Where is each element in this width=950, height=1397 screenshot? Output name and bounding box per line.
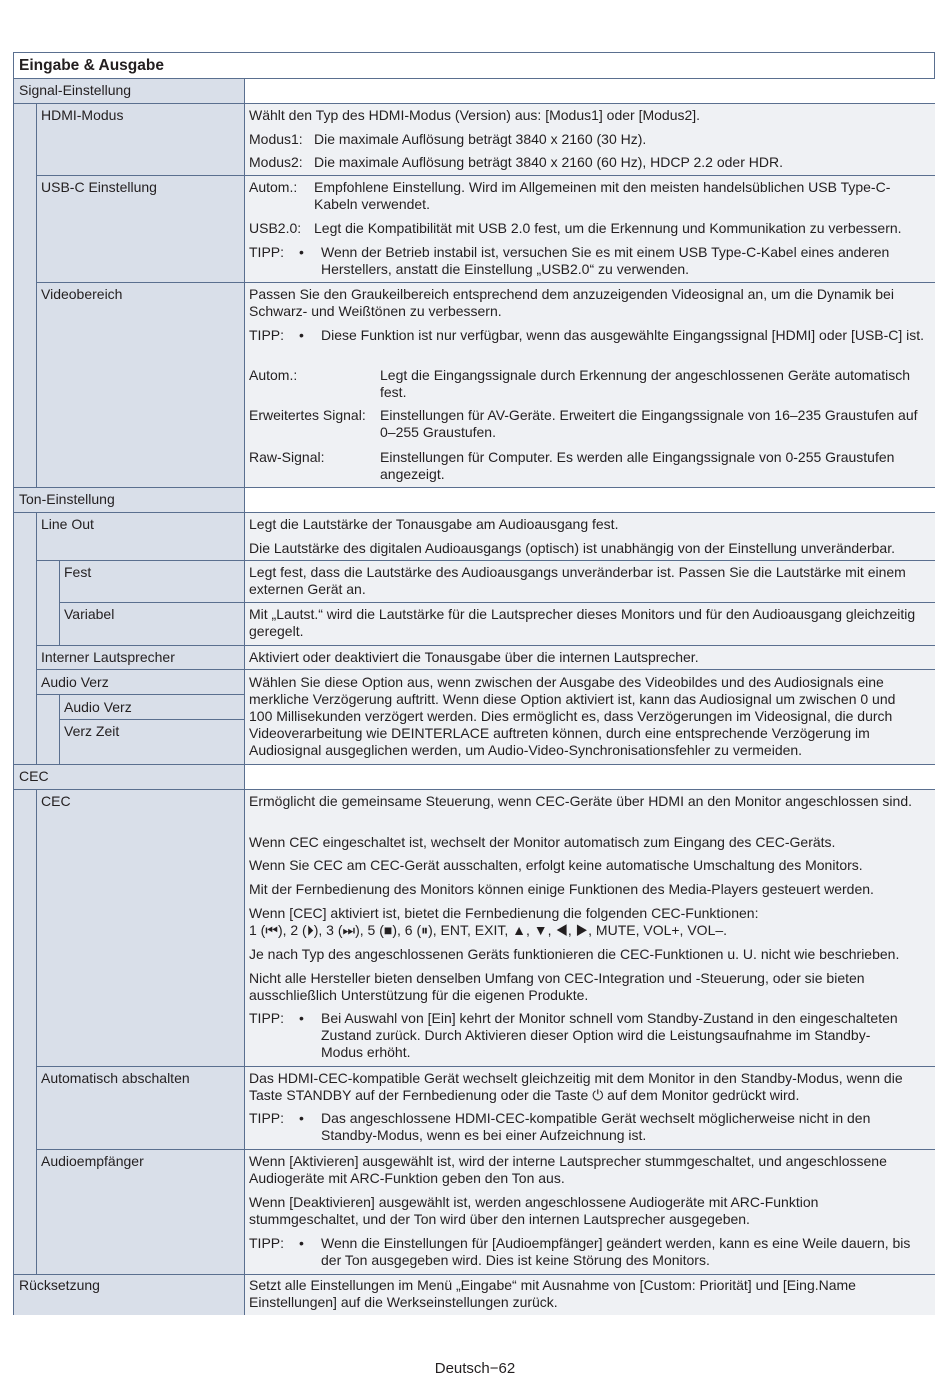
bullet: •: [299, 327, 304, 343]
section-ton-label: Ton-Einstellung: [19, 491, 115, 507]
cec-desc: Ermöglicht die gemeinsame Steuerung, wenn CEC-Geräte über HDMI an den Monitor angeschlossen sind.: [249, 793, 913, 809]
item-audioverz-sub-label: Audio Verz: [64, 699, 132, 715]
cec-functions-list: 1 (⏮), 2 (⏵), 3 (⏭), 5 (■), 6 (⏸), ENT, EXIT, ▲, ▼, ◀, ▶, MUTE, VOL+, VOL–.: [249, 922, 728, 938]
item-lineout-label: Line Out: [41, 516, 94, 532]
lineout-note: Die Lautstärke des digitalen Audioausgangs (optisch) ist unabhängig von der Einstellung unveränderbar.: [249, 540, 895, 556]
audioemp-desc-2: Wenn [Deaktivieren] ausgewählt ist, werden angeschlossene Audiogeräte mit ARC-Funktion stummgeschaltet, und der Ton wird über den internen Lautsprecher ausgegeben.: [249, 1194, 819, 1227]
item-hdmi-label: HDMI-Modus: [41, 107, 124, 123]
cec-note-2: Wenn CEC eingeschaltet ist, wechselt der Monitor automatisch zum Eingang des CEC-Geräts.: [249, 834, 836, 850]
audioverz-desc: Wählen Sie diese Option aus, wenn zwischen der Ausgabe des Videobildes und des Audiosignals eine merkliche Verzögerung auftritt. Wenn diese Option aktiviert ist, kann das Audiosignal um zwischen 0 und 100 Millisekunden verzögert werden. Dies ermöglicht es, dass Verzögerungen im Videosignal, die durch Videoverarbeitung wie DEINTERLACE auftreten können, durch eine entsprechende Verzögerung im Audiosignal ausgeglichen werden, um Audio-Video-Synchronisationsfehler zu vermeiden.: [249, 674, 896, 758]
video-ext-key: Erweitertes Signal:: [249, 407, 366, 423]
audioemp-tipp-key: TIPP:: [249, 1235, 285, 1251]
video-raw-value: Einstellungen für Computer. Es werden alle Eingangssignale von 0-255 Graustufen angezeigt.: [380, 449, 895, 482]
variabel-desc: Mit „Lautst.“ wird die Lautstärke für die Lautsprecher dieses Monitors und für den Audioausgang gleichzeitig geregelt.: [249, 606, 916, 639]
item-cec-label: CEC: [41, 793, 71, 809]
video-tipp-text: Diese Funktion ist nur verfügbar, wenn das ausgewählte Eingangssignal [HDMI] oder [USB-C] ist.: [321, 327, 925, 343]
bullet: •: [299, 1235, 304, 1251]
usbc-usb2-key: USB2.0:: [249, 220, 302, 236]
video-tipp-key: TIPP:: [249, 327, 285, 343]
video-auto-value: Legt die Eingangssignale durch Erkennung der angeschlossenen Geräte automatisch fest.: [380, 367, 911, 400]
usbc-auto-key: Autom.:: [249, 179, 298, 195]
section-row-bg: [244, 488, 935, 512]
hdmi-mode2-key: Modus2:: [249, 154, 303, 170]
usbc-tipp-text: Wenn der Betrieb instabil ist, versuchen Sie es mit einem USB Type-C-Kabel eines anderen Herstellers, anstatt die Einstellung „USB2.0“ zu verwenden.: [321, 244, 890, 277]
section-reset-label: Rücksetzung: [19, 1277, 100, 1293]
item-video-label: Videobereich: [41, 286, 123, 302]
page-number: Deutsch−62: [434, 1360, 516, 1377]
item-autooff-label: Automatisch abschalten: [41, 1070, 190, 1086]
cec-functions-intro: Wenn [CEC] aktiviert ist, bietet die Fernbedienung die folgenden CEC-Funktionen:: [249, 905, 759, 921]
bullet: •: [299, 244, 304, 260]
item-internal-label: Interner Lautsprecher: [41, 649, 175, 665]
item-usbc-label: USB-C Einstellung: [41, 179, 157, 195]
hdmi-desc: Wählt den Typ des HDMI-Modus (Version) aus: [Modus1] oder [Modus2].: [249, 107, 701, 123]
bullet: •: [299, 1110, 304, 1126]
cec-tipp-key: TIPP:: [249, 1010, 285, 1026]
item-audioverz-label: Audio Verz: [41, 674, 109, 690]
label-column-bg: [14, 79, 244, 1315]
item-audioemp-label: Audioempfänger: [41, 1153, 144, 1169]
video-desc: Passen Sie den Graukeilbereich entsprechend dem anzuzeigenden Videosignal an, um die Dynamik bei Schwarz- und Weißtönen zu verbessern.: [249, 286, 894, 319]
autooff-tipp-text: Das angeschlossene HDMI-CEC-kompatible Gerät wechselt möglicherweise nicht in den Standby-Modus, wenn es bei einer Aufzeichnung ist.: [321, 1110, 871, 1143]
cec-tipp-text: Bei Auswahl von [Ein] kehrt der Monitor schnell vom Standby-Zustand in den eingeschalteten Zustand zurück. Durch Aktivieren dieser Option wird die Leistungsaufnahme im Standby-Modus erhöht.: [321, 1010, 898, 1060]
audioemp-tipp-text: Wenn die Einstellungen für [Audioempfänger] geändert werden, kann es eine Weile dauern, bis der Ton ausgegeben wird. Dies ist keine Störung des Monitors.: [321, 1235, 911, 1268]
video-ext-value: Einstellungen für AV-Geräte. Erweitert die Eingangssignale von 16–235 Graustufen auf 0–255 Graustufen.: [380, 407, 918, 440]
usbc-tipp-key: TIPP:: [249, 244, 285, 260]
cec-note-6: Je nach Typ des angeschlossenen Geräts funktionieren die CEC-Funktionen u. U. nicht wie beschrieben.: [249, 946, 900, 962]
audioemp-desc-1: Wenn [Aktivieren] ausgewählt ist, wird der interne Lautsprecher stummgeschaltet, und angeschlossene Audiogeräte mit ARC-Funktion geben den Ton aus.: [249, 1153, 887, 1186]
page-title: Eingabe & Ausgabe: [19, 57, 164, 74]
hdmi-mode2-value: Die maximale Auflösung beträgt 3840 x 2160 (60 Hz), HDCP 2.2 oder HDR.: [314, 154, 783, 170]
video-auto-key: Autom.:: [249, 367, 298, 383]
fest-desc: Legt fest, dass die Lautstärke des Audioausgangs unveränderbar ist. Passen Sie die Lautstärke mit einem externen Gerät an.: [249, 564, 906, 597]
item-verzzeit-label: Verz Zeit: [64, 723, 120, 739]
section-cec-label: CEC: [19, 768, 49, 784]
lineout-desc: Legt die Lautstärke der Tonausgabe am Audioausgang fest.: [249, 516, 619, 532]
hdmi-mode1-key: Modus1:: [249, 131, 303, 147]
reset-desc: Setzt alle Einstellungen im Menü „Eingabe“ mit Ausnahme von [Custom: Priorität] und [Eing.Name Einstellungen] auf die Werkseinstellungen zurück.: [249, 1277, 856, 1310]
section-signal-label: Signal-Einstellung: [19, 82, 132, 98]
hdmi-mode1-value: Die maximale Auflösung beträgt 3840 x 2160 (30 Hz).: [314, 131, 647, 147]
internal-desc: Aktiviert oder deaktiviert die Tonausgabe über die internen Lautsprecher.: [249, 649, 699, 665]
item-fest-label: Fest: [64, 564, 92, 580]
section-row-bg: [244, 79, 935, 104]
usbc-auto-value: Empfohlene Einstellung. Wird im Allgemeinen mit den meisten handelsüblichen USB Type-C-Kabeln verwendet.: [314, 179, 891, 212]
item-variabel-label: Variabel: [64, 606, 115, 622]
usbc-usb2-value: Legt die Kompatibilität mit USB 2.0 fest, um die Erkennung und Kommunikation zu verbessern.: [314, 220, 902, 236]
autooff-desc: Das HDMI-CEC-kompatible Gerät wechselt gleichzeitig mit dem Monitor in den Standby-Modus, wenn die Taste STANDBY auf der Fernbedienung oder die Taste ⏻ auf dem Monitor gedrückt wird.: [249, 1070, 903, 1103]
video-raw-key: Raw-Signal:: [249, 449, 325, 465]
autooff-tipp-key: TIPP:: [249, 1110, 285, 1126]
section-row-bg: [244, 765, 935, 789]
cec-note-7: Nicht alle Hersteller bieten denselben Umfang von CEC-Integration und -Steuerung, oder sie bieten ausschließlich Unterstützung für die eigenen Produkte.: [249, 970, 865, 1003]
bullet: •: [299, 1010, 304, 1026]
cec-note-4: Mit der Fernbedienung des Monitors können einige Funktionen des Media-Players gesteuert werden.: [249, 881, 874, 897]
cec-note-3: Wenn Sie CEC am CEC-Gerät ausschalten, erfolgt keine automatische Umschaltung des Monitors.: [249, 857, 863, 873]
